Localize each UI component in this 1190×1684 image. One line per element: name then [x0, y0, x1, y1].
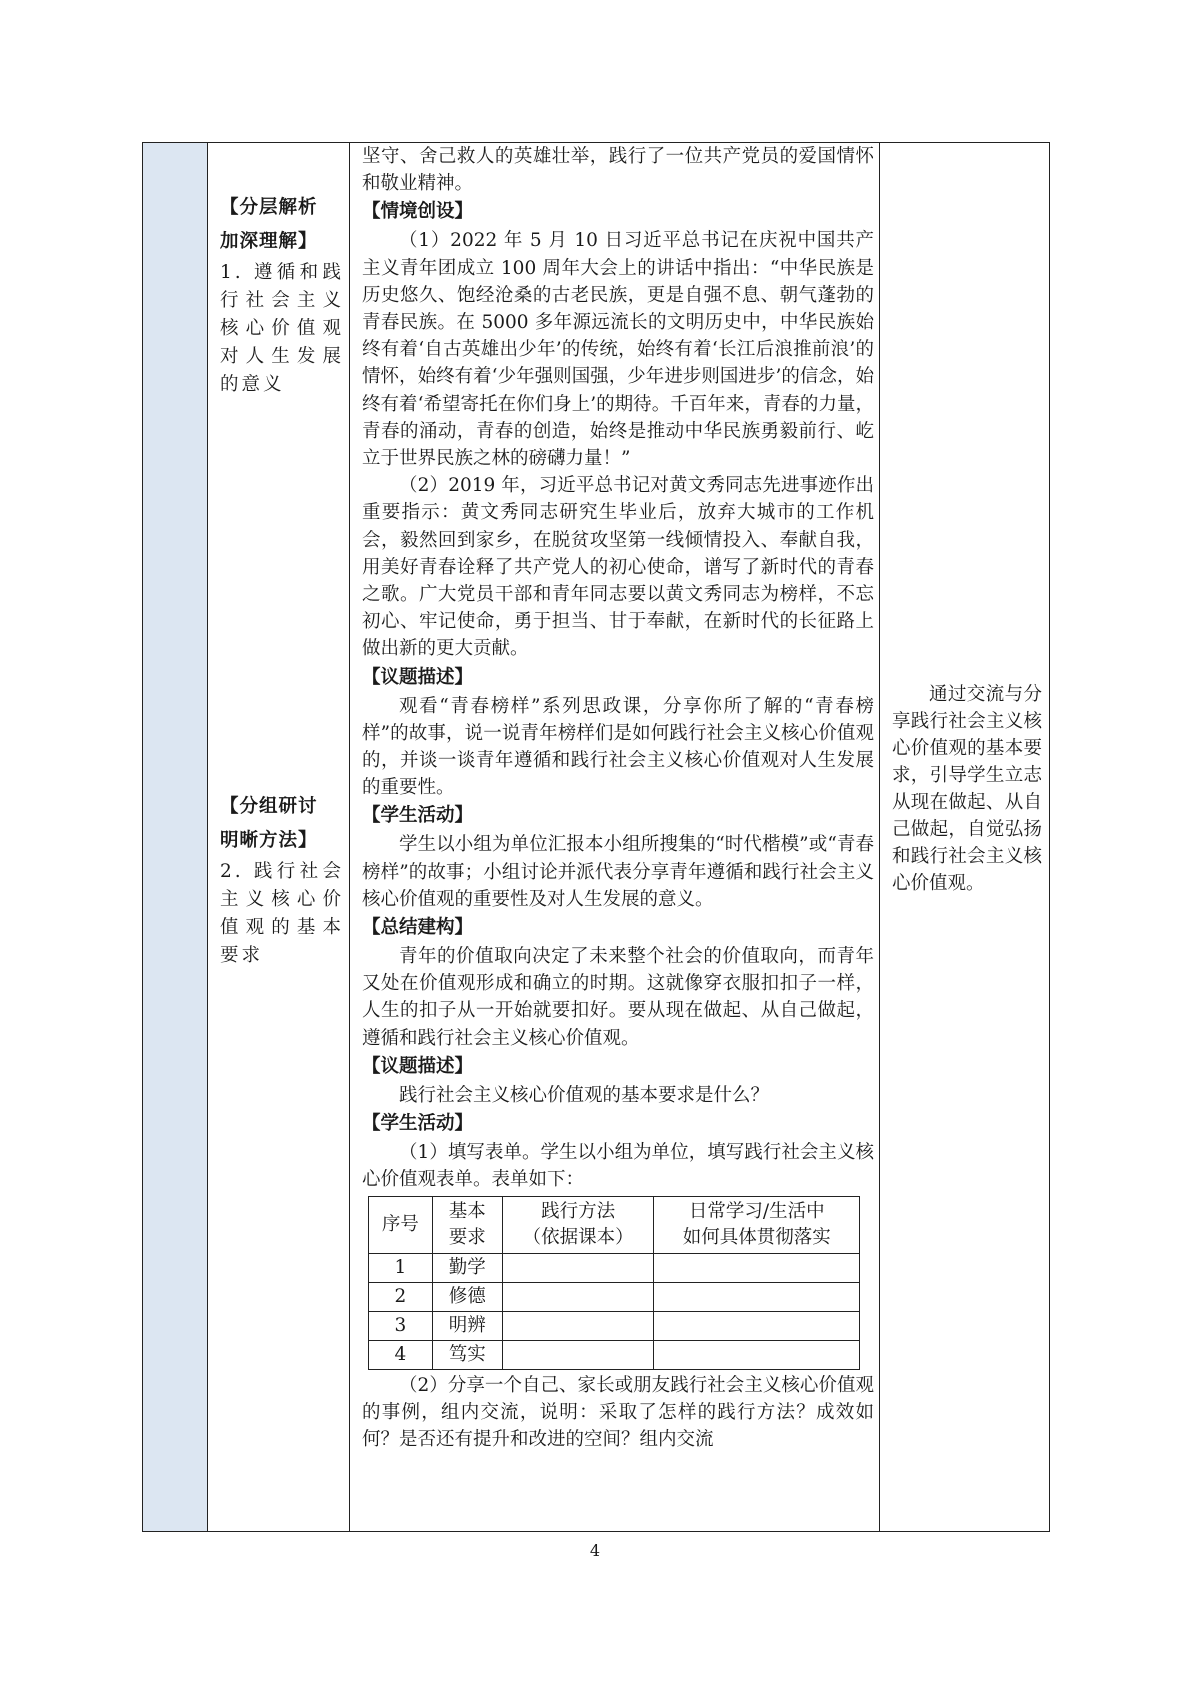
header-method-line2: （依据课本）: [522, 1226, 634, 1248]
section-issue-heading: 【议题描述】: [362, 666, 474, 688]
section-issue-2-heading: 【议题描述】: [362, 1055, 474, 1077]
row-daily-cell[interactable]: [654, 1282, 860, 1311]
row-no: 1: [369, 1253, 433, 1282]
stage-1-heading-line2: 加深理解】: [220, 231, 318, 252]
design-intent-column: [880, 143, 1051, 1531]
row-daily-cell[interactable]: [654, 1311, 860, 1340]
header-daily-line1: 日常学习/生活中: [688, 1200, 825, 1222]
section-activity-heading: 【学生活动】: [362, 805, 474, 827]
header-requirement-line1: 基本: [448, 1200, 486, 1222]
section-activity-2-heading: 【学生活动】: [362, 1113, 474, 1135]
row-daily-cell[interactable]: [654, 1340, 860, 1369]
row-method-cell[interactable]: [502, 1282, 654, 1311]
issue-1-text: 观看“青春榜样”系列思政课，分享你所了解的“青春榜样”的故事，说一说青年榜样们是如何践行社会主义核心价值观的，并谈一谈青年遵循和践行社会主义核心价值观对人生发展的重要性。: [362, 695, 874, 799]
teaching-content-column: [350, 143, 880, 1531]
row-requirement: 明辨: [432, 1311, 502, 1340]
summary-text: 青年的价值取向决定了未来整个社会的价值取向，而青年又处在价值观形成和确立的时期。这就像穿衣服扣扣子一样，人生的扣子从一开始就要扣好。要从现在做起、从自己做起，遵循和践行社会主义核心价值观。: [362, 946, 874, 1049]
section-summary-heading: 【总结建构】: [362, 917, 474, 939]
form-header-row: [369, 1196, 860, 1253]
lesson-table: [142, 142, 1050, 1532]
stage-2-heading-line1: 【分组研讨: [220, 796, 318, 817]
row-no: 3: [369, 1311, 433, 1340]
row-requirement: 笃实: [432, 1340, 502, 1369]
table-row: [369, 1253, 860, 1282]
stage-2: [220, 790, 344, 970]
header-method-line1: 践行方法: [541, 1200, 616, 1222]
row-no: 4: [369, 1340, 433, 1369]
header-no: 序号: [369, 1196, 433, 1253]
header-requirement: [432, 1196, 502, 1253]
intro-tail-text: 坚守、舍己救人的英雄壮举，践行了一位共产党员的爱国情怀和敬业精神。: [362, 146, 874, 195]
stage-2-topic: 2. 践行社会主义核心价值观的基本要求: [220, 861, 344, 966]
row-method-cell[interactable]: [502, 1253, 654, 1282]
activity-1-text: 学生以小组为单位汇报本小组所搜集的“时代楷模”或“青春榜样”的故事；小组讨论并派代表分享青年遵循和践行社会主义核心价值观的重要性及对人生发展的意义。: [362, 834, 874, 910]
issue-2-text: 践行社会主义核心价值观的基本要求是什么？: [399, 1084, 770, 1106]
table-row: [369, 1311, 860, 1340]
situation-2-text: （2）2019 年，习近平总书记对黄文秀同志先进事迹作出重要指示：黄文秀同志研究生毕业后，放弃大城市的工作机会，毅然回到家乡，在脱贫攻坚第一线倾情投入、奉献自我，用美好青春诠释了共产党人的初心使命，谱写了新时代的青春之歌。广大党员干部和青年同志要以黄文秀同志为榜样，不忘初心、牢记使命，勇于担当、甘于奉献，在新时代的长征路上做出新的更大贡献。: [362, 475, 874, 660]
row-requirement: 修德: [432, 1282, 502, 1311]
activity-2b-text: （2）分享一个自己、家长或朋友践行社会主义核心价值观的事例，组内交流，说明：采取了怎样的践行方法？成效如何？是否还有提升和改进的空间？组内交流: [362, 1374, 874, 1450]
situation-1-text: （1）2022 年 5 月 10 日习近平总书记在庆祝中国共产主义青年团成立 100 周年大会上的讲话中指出：“中华民族是历史悠久、饱经沧桑的古老民族，更是自强不息、朝气蓬勃的青春民族。在 5000 多年源远流长的文明历史中，中华民族始终有着‘自古英雄出少年’的传统，始终有着‘长江后浪推前浪’的情怀，始终有着‘少年强则国强，少年进步则国进步’的信念，始终有着‘希望寄托在你们身上’的期待。千百年来，青春的力量，青春的涌动，青春的创造，始终是推动中华民族勇毅前行、屹立于世界民族之林的磅礴力量！”: [362, 230, 874, 470]
table-row: [369, 1282, 860, 1311]
row-method-cell[interactable]: [502, 1311, 654, 1340]
header-requirement-line2: 要求: [448, 1226, 486, 1248]
design-intent-text: 通过交流与分享践行社会主义核心价值观的基本要求，引导学生立志从现在做起、从自己做起，自觉弘扬和践行社会主义核心价值观。: [892, 684, 1042, 894]
header-method: [502, 1196, 654, 1253]
stage-1-topic: 1. 遵循和践行社会主义核心价值观对人生发展的意义: [220, 262, 344, 395]
row-requirement: 勤学: [432, 1253, 502, 1282]
lesson-phase-column: [143, 143, 208, 1531]
section-situation-heading: 【情境创设】: [362, 201, 474, 223]
header-daily: [654, 1196, 860, 1253]
practice-form-table: [368, 1196, 860, 1370]
stage-column: [208, 143, 350, 1531]
page-number: 4: [589, 1541, 601, 1560]
table-row: [369, 1340, 860, 1369]
stage-1: [220, 191, 344, 399]
design-intent: [892, 681, 1042, 897]
activity-2-text: （1）填写表单。学生以小组为单位，填写践行社会主义核心价值观表单。表单如下：: [362, 1142, 874, 1191]
row-method-cell[interactable]: [502, 1340, 654, 1369]
row-daily-cell[interactable]: [654, 1253, 860, 1282]
row-no: 2: [369, 1282, 433, 1311]
header-daily-line2: 如何具体贯彻落实: [682, 1226, 831, 1248]
teaching-content: [362, 143, 874, 1453]
stage-1-heading-line1: 【分层解析: [220, 197, 318, 218]
stage-2-heading-line2: 明晰方法】: [220, 830, 318, 851]
